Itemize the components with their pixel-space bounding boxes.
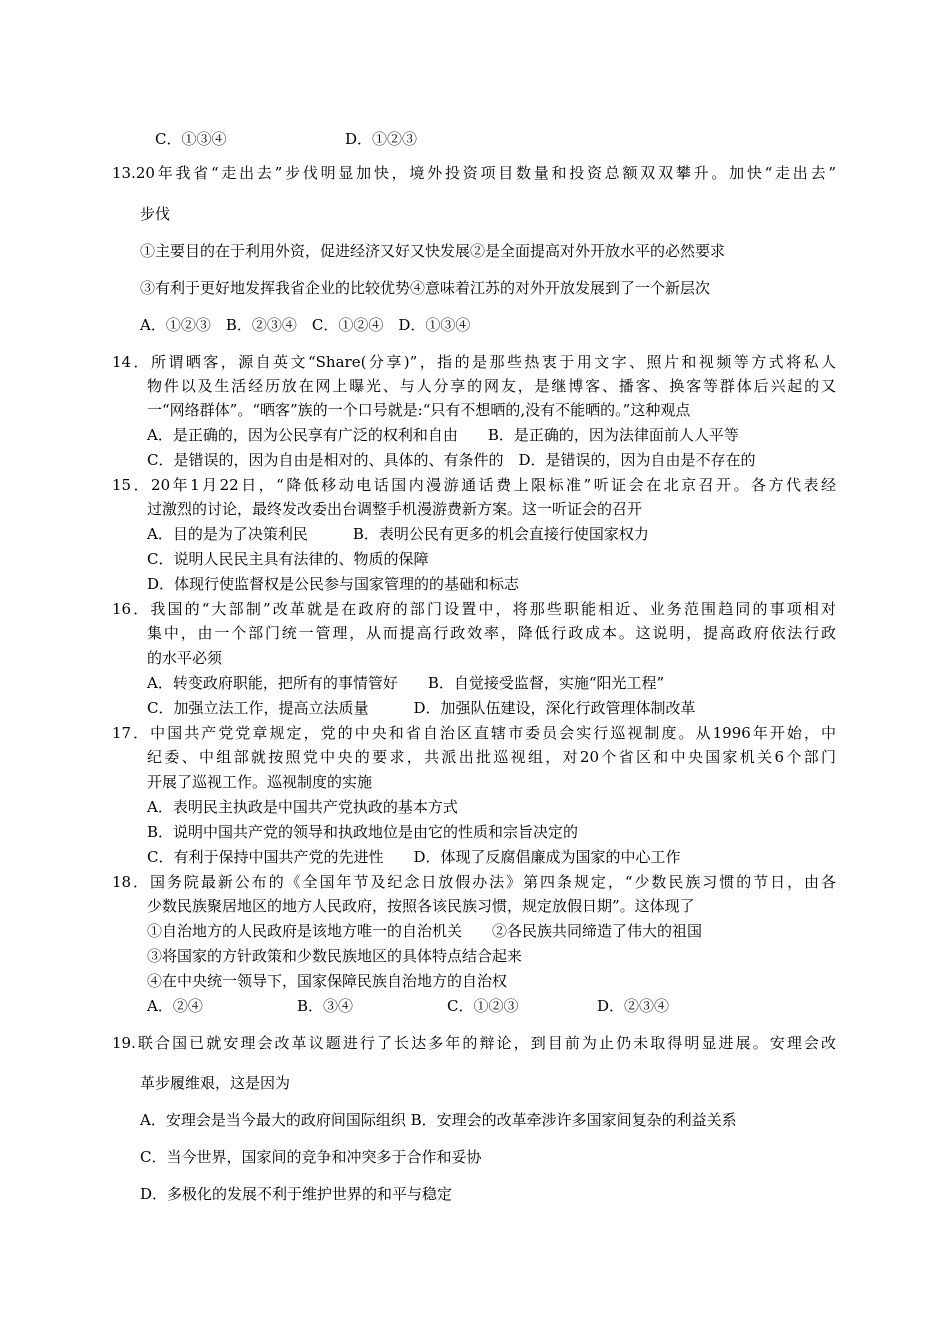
q17-option-a: A．表明民主执政是中国共产党执政的基本方式	[147, 798, 458, 816]
q17-option-b: B．说明中国共产党的领导和执政地位是由它的性质和宗旨决定的	[147, 823, 579, 841]
q13-options: A．①②③ B．②③④ C．①②④ D．①③④	[140, 316, 471, 334]
q18-stem-line-1: 18．国务院最新公布的《全国年节及纪念日放假办法》第四条规定，“少数民族习惯的节日，由各	[112, 873, 836, 891]
q13-stem-line-2: 步伐	[140, 205, 171, 223]
q17-stem-line-1: 17．中国共产党党章规定，党的中央和省自治区直辖市委员会实行巡视制度。从1996年开始，中	[112, 724, 836, 742]
q16-stem-line-2: 集中，由一个部门统一管理，从而提高行政效率，降低行政成本。这说明，提高政府依法行政	[147, 624, 836, 642]
q15-option-c: C．说明人民民主具有法律的、物质的保障	[147, 550, 429, 568]
q18-statement-1-2: ①自治地方的人民政府是该地方唯一的自治机关 ②各民族共同缔造了伟大的祖国	[147, 922, 703, 940]
q18-statement-4: ④在中央统一领导下，国家保障民族自治地方的自治权	[147, 972, 508, 990]
q14-options-cd: C．是错误的，因为自由是相对的、具体的、有条件的 D．是错误的，因为自由是不存在的	[147, 451, 756, 469]
q13-statement-1-2: ①主要目的在于利用外资，促进经济又好又快发展②是全面提高对外开放水平的必然要求	[140, 242, 726, 260]
q19-option-d: D．多极化的发展不利于维护世界的和平与稳定	[140, 1185, 453, 1203]
q15-options-ab: A．目的是为了决策利民 B．表明公民有更多的机会直接行使国家权力	[147, 525, 649, 543]
q19-stem-line-2: 革步履维艰，这是因为	[140, 1074, 291, 1092]
q19-stem-line-1: 19.联合国已就安理会改革议题进行了长达多年的辩论，到目前为止仍未取得明显进展。安理会改	[112, 1034, 836, 1052]
q18-statement-3: ③将国家的方针政策和少数民族地区的具体特点结合起来	[147, 947, 523, 965]
q15-option-d: D．体现行使监督权是公民参与国家管理的的基础和标志	[147, 575, 520, 593]
q18-option-b: B．③④	[297, 997, 354, 1015]
q13-statement-3-4: ③有利于更好地发挥我省企业的比较优势④意味着江苏的对外开放发展到了一个新层次	[140, 279, 711, 297]
q18-option-d: D．②③④	[597, 997, 670, 1015]
q12-option-d: D．①②③	[345, 130, 418, 148]
q18-option-c: C．①②③	[447, 997, 519, 1015]
q15-stem-line-1: 15．20年1月22日，“降低移动电话国内漫游通话费上限标准”听证会在北京召开。各方代表经	[112, 476, 836, 494]
q18-option-a: A．②④	[147, 997, 203, 1015]
q12-option-c: C．①③④	[155, 130, 227, 148]
q19-options-ab: A．安理会是当今最大的政府间国际组织 B．安理会的改革牵涉许多国家间复杂的利益关系	[140, 1111, 737, 1129]
q14-options-ab: A．是正确的，因为公民享有广泛的权利和自由 B．是正确的，因为法律面前人人平等	[147, 426, 739, 444]
q15-stem-line-2: 过激烈的讨论，最终发改委出台调整手机漫游费新方案。这一听证会的召开	[147, 500, 643, 518]
q17-stem-line-2: 纪委、中组部就按照党中央的要求，共派出批巡视组，对20个省区和中央国家机关6个部门	[147, 748, 836, 766]
q14-stem-line-3: 一“网络群体”。“晒客”族的一个口号就是:“只有不想晒的,没有不能晒的。”这种观点	[147, 401, 691, 419]
q17-stem-line-3: 开展了巡视工作。巡视制度的实施	[147, 773, 373, 791]
q14-stem-line-2: 物件以及生活经历放在网上曝光、与人分享的网友，是继博客、播客、换客等群体后兴起的又	[147, 377, 836, 395]
q14-stem-line-1: 14．所谓晒客，源自英文“Share(分享)”，指的是那些热衷于用文字、照片和视频等方式将私人	[112, 353, 836, 371]
q16-options-cd: C．加强立法工作，提高立法质量 D．加强队伍建设，深化行政管理体制改革	[147, 699, 696, 717]
q16-options-ab: A．转变政府职能，把所有的事情管好 B．自觉接受监督，实施“阳光工程”	[147, 674, 665, 692]
q16-stem-line-3: 的水平必须	[147, 649, 223, 667]
q17-options-cd: C．有利于保持中国共产党的先进性 D．体现了反腐倡廉成为国家的中心工作	[147, 848, 681, 866]
q13-stem-line-1: 13.20年我省“走出去”步伐明显加快，境外投资项目数量和投资总额双双攀升。加快“走出去”	[112, 164, 836, 182]
q16-stem-line-1: 16．我国的“大部制”改革就是在政府的部门设置中，将那些职能相近、业务范围趋同的事项相对	[112, 600, 836, 618]
q18-stem-line-2: 少数民族聚居地区的地方人民政府，按照各该民族习惯，规定放假日期”。这体现了	[147, 897, 695, 915]
q19-option-c: C．当今世界，国家间的竞争和冲突多于合作和妥协	[140, 1148, 482, 1166]
